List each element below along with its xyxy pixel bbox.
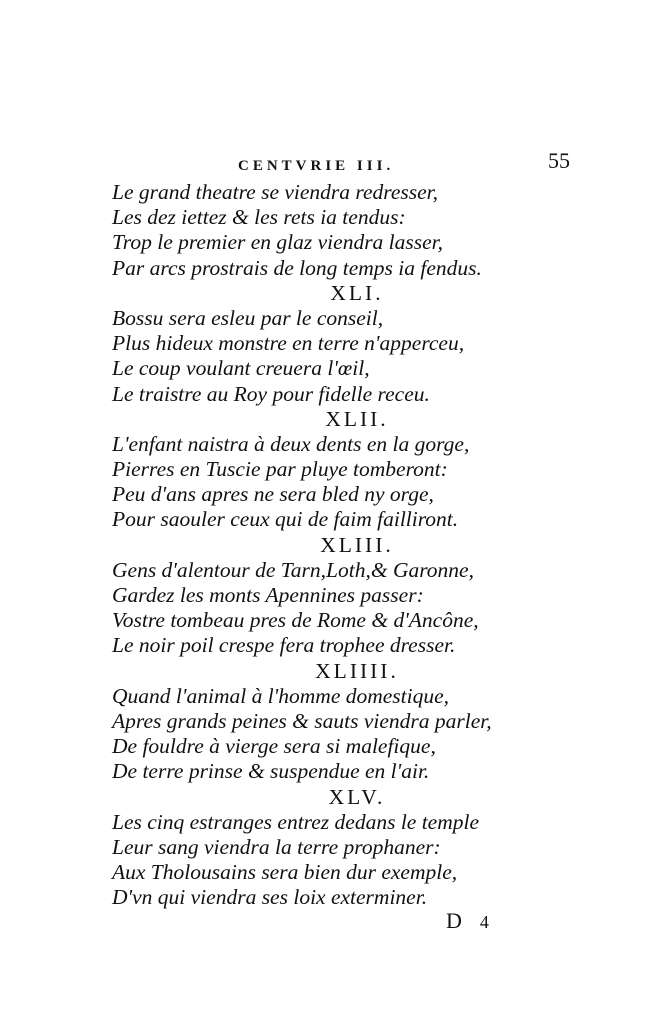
quatrain-heading: XLII. xyxy=(325,406,389,431)
quatrain-heading: XLIIII. xyxy=(315,658,399,683)
signature-number: 4 xyxy=(479,912,489,932)
verse-line: Vostre tombeau pres de Rome & d'Ancône, xyxy=(112,608,479,633)
verse-line: De terre prinse & suspendue en l'air. xyxy=(112,759,430,784)
verse-line: Les dez iettez & les rets ia tendus: xyxy=(112,205,406,230)
verse-line: Gens d'alentour de Tarn,Loth,& Garonne, xyxy=(112,557,474,582)
quatrain xyxy=(112,407,572,533)
quatrain-heading: XLIII. xyxy=(320,532,394,557)
verse-line: Le coup voulant creuera l'œil, xyxy=(112,356,370,381)
quatrain-heading: XLI. xyxy=(330,280,384,305)
running-title: CENTVRIE III. xyxy=(238,158,395,174)
verse-line: Apres grands peines & sauts viendra parler, xyxy=(112,708,492,733)
quatrain xyxy=(112,533,572,659)
verse-line: Bossu sera esleu par le conseil, xyxy=(112,305,384,330)
quatrain xyxy=(112,180,572,281)
verse-line: Gardez les monts Apennines passer: xyxy=(112,583,424,607)
verse-line: De fouldre à vierge sera si malefique, xyxy=(112,734,436,759)
verse-body xyxy=(112,180,572,910)
verse-line: Leur sang viendra la terre prophaner: xyxy=(112,834,441,859)
verse-line: L'enfant naistra à deux dents en la gorge, xyxy=(112,431,470,456)
verse-line: Pour saouler ceux qui de faim failliront. xyxy=(112,507,459,532)
verse-line: Les cinq estranges entrez dedans le temple xyxy=(112,809,480,834)
verse-line: Le grand theatre se viendra redresser, xyxy=(112,180,439,204)
verse-line: Quand l'animal à l'homme domestique, xyxy=(112,683,450,708)
verse-line: Aux Tholousains sera bien dur exemple, xyxy=(112,860,458,885)
verse-line: Pierres en Tuscie par pluye tomberont: xyxy=(112,457,448,482)
verse-line: Plus hideux monstre en terre n'apperceu, xyxy=(112,331,465,356)
verse-line: Trop le premier en glaz viendra lasser, xyxy=(112,230,444,255)
verse-line: Le traistre au Roy pour fidelle receu. xyxy=(112,381,430,406)
quatrain xyxy=(112,785,572,911)
verse-line: D'vn qui viendra ses loix exterminer. xyxy=(112,885,428,910)
verse-line: Par arcs prostrais de long temps ia fendus. xyxy=(112,255,482,280)
verse-line: Peu d'ans apres ne sera bled ny orge, xyxy=(112,482,434,507)
quatrain-heading: XLV. xyxy=(328,784,386,809)
quatrain xyxy=(112,659,572,785)
signature-letter: D xyxy=(446,908,462,933)
verse-line: Le noir poil crespe fera trophee dresser. xyxy=(112,633,456,658)
signature-mark xyxy=(446,908,489,934)
page-number: 55 xyxy=(548,148,570,173)
quatrain xyxy=(112,281,572,407)
